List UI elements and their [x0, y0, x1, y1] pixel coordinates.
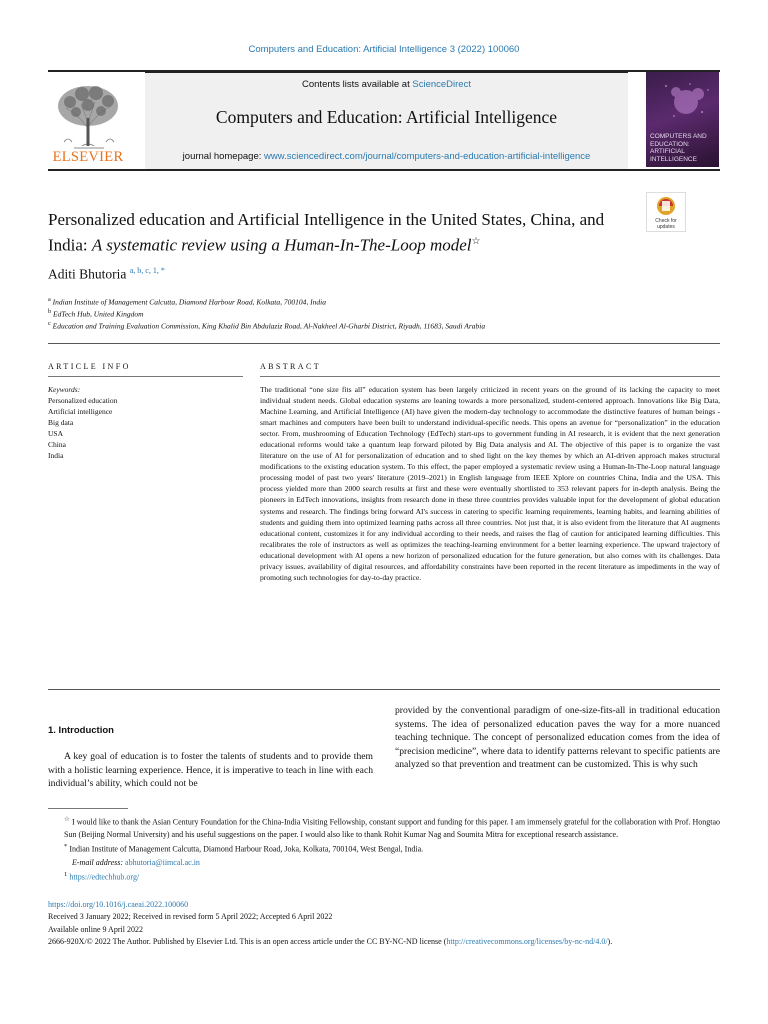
section-divider [48, 343, 720, 344]
journal-homepage-line [145, 151, 628, 162]
journal-homepage-link[interactable]: www.sciencedirect.com/journal/computers-and-education-artificial-intelligence [264, 151, 591, 162]
author-affiliation-marks[interactable]: a, b, c, 1, * [129, 266, 165, 275]
license-suffix: ). [607, 936, 613, 946]
keyword-item: Personalized education [48, 396, 118, 405]
keywords-label: Keywords: [48, 385, 81, 394]
homepage-prefix: journal homepage: [182, 151, 265, 162]
license-link[interactable]: http://creativecommons.org/licenses/by-nc-nd/4.0/ [446, 936, 608, 946]
sciencedirect-link[interactable]: ScienceDirect [412, 79, 471, 90]
footnote-email-line [48, 857, 720, 869]
abstract-body: The traditional “one size fits all” education system has been largely criticized in recent years on the ground of its lacking the capacity to meet individual student needs. Global education systems are leaning towards a more personalized, student-centered approach. Innovations like Big Data, Machine Learning, and Artificial Intelligence (AI) have given the modern-day technology to accommodate the distinctive features of human beings - smart machines and computers have been built to understand individual-specific needs. This opens an avenue for “personalization” in the education sector. From, mushrooming of Education Technology (EdTech) start-ups to government funding in AI research, it is evident that the next generation educational reforms would take a quantum leap forward piloted by Big Data analysis and AI. The objective of this paper is to organize the vast literature on the use of AI for personalization of education and to shed light on the key themes by which an AI-driven approach makes structural modifications to the existing education system. To this effect, the paper employed a systematic review using a Human-In-The-Loop natural language processing model of past two years' literature (2019–2021) in English language from IEEE Xplore on countries China, India and the USA. This process yielded more than 2000 search results at first and these were eventually shortlisted to 353 relevant papers for in-depth analysis. Being the pioneers in EdTech innovations, insights from research done in these three countries provides valuable input for the development of global education systems and research. The findings bring forward AI's success in catering to specific learning requirements, learning habits, and learning abilities of students and guiding them into optimized learning paths across all three countries. Not just that, it is also evident from the literature that AI augments educational content, customizes it for any individual according to their needs, and raises the flag of caution for anticipated learning difficulties. This recalibrates the role of instructors as well as optimizes the teaching-learning environment for a better learning experience. The upward trajectory of educational development with AI opens a new horizon of personalized education for the future generation, but also comes with its challenges. Data privacy issues, availability of digital resources, and affordability constraints have been reported in the recent literature as impediments in the way of promoting such technologies for day-to-day practice. [260, 385, 720, 582]
footnote-corresponding [48, 841, 720, 856]
keyword-item: China [48, 440, 66, 449]
footnote-corr-text: Indian Institute of Management Calcutta, Diamond Harbour Road, Joka, Kolkata, 700104, West Bengal, India. [69, 845, 424, 855]
affiliation-c [48, 320, 485, 331]
affiliation-mark: b [48, 308, 52, 315]
email-link[interactable]: abhutoria@iimcal.ac.in [125, 857, 200, 867]
keyword-item: USA [48, 429, 64, 438]
cover-title-text: COMPUTERS AND EDUCATION: ARTIFICIAL INTELLIGENCE [650, 133, 707, 163]
journal-reference-link[interactable]: Computers and Education: Artificial Intelligence 3 (2022) 100060 [248, 44, 520, 55]
footnote-corr-mark: * [64, 843, 68, 851]
journal-title: Computers and Education: Artificial Intelligence [215, 107, 558, 127]
affiliation-b [48, 308, 144, 319]
license-prefix: 2666-920X/© 2022 The Author. Published by Elsevier Ltd. This is an open access article under the CC BY-NC-ND license ( [48, 936, 447, 946]
abstract-rule [260, 376, 720, 377]
title-italic: A systematic review using a Human-In-The-Loop model [91, 235, 472, 255]
contents-line [145, 79, 628, 90]
footnote-star-text: I would like to thank the Asian Century Foundation for the China-India Visiting Fellowship, constant support and funding for this paper. I am immensely grateful for the collaboration with Prof. Hongtao Sun (Beijing Normal University) and his useful suggestions on the paper. I would also like to thank Rohit Kumar Nag and Soumita Mitra for exceptional research assistance. [64, 817, 721, 840]
paper-title [48, 209, 618, 257]
affiliation-a [48, 296, 326, 307]
article-metadata [48, 899, 720, 948]
footnote-1 [48, 869, 720, 884]
title-footnote-mark[interactable]: ☆ [471, 236, 481, 247]
affiliation-mark: c [48, 320, 51, 327]
footnote-star-mark: ☆ [64, 816, 70, 823]
article-info-heading: ARTICLE INFO [48, 362, 131, 371]
article-info-rule [48, 376, 243, 377]
introduction-paragraph-right: provided by the conventional paradigm of one-size-fits-all in traditional education systems. The idea of personalized education paves the way for a more nuanced teaching technique. The concept of personalized education comes from the idea of “precision medicine”, where data to identify patterns relevant to specific patients are analyzed so that prevention and treatment can be customized. This is why such [395, 705, 720, 771]
license-line [48, 936, 720, 948]
introduction-heading: 1. Introduction [48, 725, 114, 736]
keyword-item: India [48, 451, 64, 460]
footnote-1-mark: 1 [64, 870, 68, 878]
svg-text:Check for: Check for [655, 218, 677, 224]
author-line [48, 266, 165, 283]
contents-prefix: Contents lists available at [302, 79, 413, 90]
affiliation-text: Education and Training Evaluation Commission, King Khalid Bin Abdulaziz Road, Al-Nakheel Al-Gharbi District, Riyadh, 11683, Saudi Arabia [52, 321, 486, 331]
footnote-acknowledgement [48, 814, 720, 841]
affiliation-text: EdTech Hub, United Kingdom [53, 309, 144, 319]
check-for-updates-icon[interactable] [646, 192, 686, 232]
keywords-list [48, 384, 117, 461]
section-divider [48, 689, 720, 690]
abstract-heading: ABSTRACT [260, 362, 321, 371]
header-bottom-rule [48, 169, 720, 171]
svg-text:updates: updates [657, 224, 675, 230]
elsevier-wordmark: ELSEVIER [52, 149, 124, 165]
email-label: E-mail address: [72, 857, 126, 867]
author-name: Aditi Bhutoria [48, 266, 127, 282]
available-online: Available online 9 April 2022 [48, 924, 143, 934]
footnote-rule [48, 808, 128, 809]
introduction-paragraph-left: A key goal of education is to foster the talents of students and to provide them with a holistic learning experience. Hence, it is imperative to teach in line with each individual’s ability, which could not be [48, 751, 373, 790]
footnotes [48, 814, 720, 884]
keyword-item: Big data [48, 418, 74, 427]
affiliation-mark: a [48, 296, 51, 303]
affiliation-text: Indian Institute of Management Calcutta, Diamond Harbour Road, Kolkata, 700104, India [52, 297, 326, 307]
keyword-item: Artificial intelligence [48, 407, 113, 416]
doi-link[interactable]: https://doi.org/10.1016/j.caeai.2022.100060 [48, 900, 189, 909]
edtechhub-link[interactable]: https://edtechhub.org/ [69, 872, 140, 882]
title-plain: Personalized education and Artificial Intelligence in the United States, China, and India: [48, 210, 605, 255]
received-dates: Received 3 January 2022; Received in revised form 5 April 2022; Accepted 6 April 2022 [48, 912, 333, 922]
